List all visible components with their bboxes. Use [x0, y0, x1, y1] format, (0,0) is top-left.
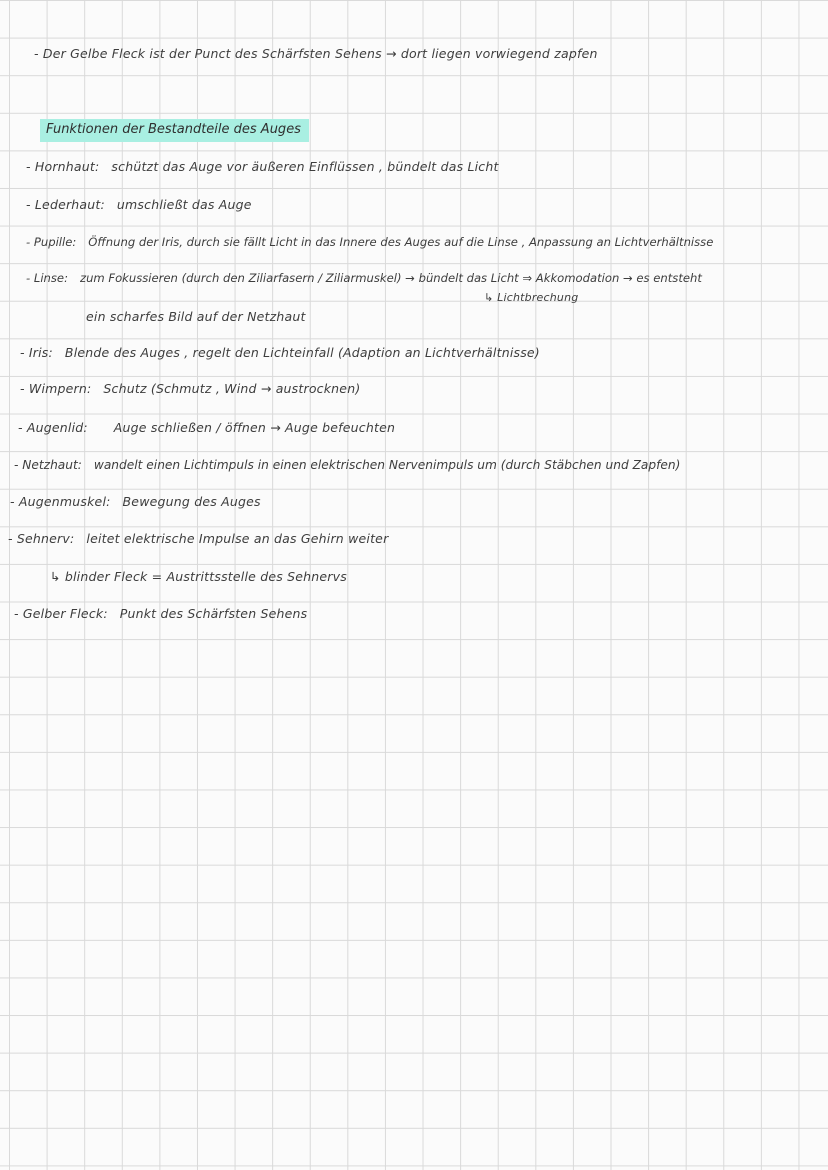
term-hornhaut: - Hornhaut: — [26, 159, 100, 174]
text-netzhaut: wandelt einen Lichtimpuls in einen elektrischen Nervenimpuls um (durch Stäbchen und Zapfen) — [93, 458, 681, 472]
note-iris — [20, 345, 540, 361]
note-netzhaut — [14, 457, 680, 473]
text-pupille: Öffnung der Iris, durch sie fällt Licht in das Innere des Auges auf die Linse , Anpassung an Lichtverhältnisse — [88, 235, 714, 249]
note-linse-sub: ↳ Lichtbrechung — [484, 291, 579, 304]
term-gelber-fleck: - Gelber Fleck: — [14, 606, 108, 621]
term-lederhaut: - Lederhaut: — [26, 197, 105, 212]
note-augenlid — [18, 420, 395, 436]
text-wimpern: Schutz (Schmutz , Wind → austrocknen) — [103, 381, 361, 396]
note-top-yellow-spot: - Der Gelbe Fleck ist der Punct des Schärfsten Sehens → dort liegen vorwiegend zapfen — [34, 46, 598, 61]
text-augenlid: Auge schließen / öffnen → Auge befeuchten — [113, 420, 396, 435]
term-sehnerv: - Sehnerv: — [8, 531, 75, 546]
note-gelber-fleck — [14, 606, 307, 622]
text-iris: Blende des Auges , regelt den Lichteinfall (Adaption an Lichtverhältnisse) — [64, 345, 540, 360]
note-hornhaut — [26, 159, 499, 175]
note-linse-cont: ein scharfes Bild auf der Netzhaut — [86, 309, 306, 324]
note-augenmuskel — [10, 494, 261, 510]
note-pupille — [26, 234, 713, 250]
term-wimpern: - Wimpern: — [20, 381, 92, 396]
text-gelber-fleck: Punkt des Schärfsten Sehens — [119, 606, 308, 621]
section-heading: Funktionen der Bestandteile des Auges — [40, 119, 309, 142]
term-linse: - Linse: — [26, 271, 68, 285]
text-sehnerv: leitet elektrische Impulse an das Gehirn weiter — [86, 531, 389, 546]
note-sehnerv-sub: ↳ blinder Fleck = Austrittsstelle des Sehnervs — [50, 569, 347, 584]
term-pupille: - Pupille: — [26, 235, 77, 249]
note-wimpern — [20, 381, 360, 397]
note-sehnerv — [8, 531, 388, 547]
note-lederhaut — [26, 197, 252, 213]
term-iris: - Iris: — [20, 345, 53, 360]
text-augenmuskel: Bewegung des Auges — [122, 494, 261, 509]
term-augenmuskel: - Augenmuskel: — [10, 494, 111, 509]
text-hornhaut: schützt das Auge vor äußeren Einflüssen , bündelt das Licht — [111, 159, 499, 174]
term-netzhaut: - Netzhaut: — [14, 458, 82, 472]
text-linse: zum Fokussieren (durch den Ziliarfasern / Ziliarmuskel) → bündelt das Licht ⇒ Akkomodation → es entsteht — [79, 271, 702, 285]
text-lederhaut: umschließt das Auge — [116, 197, 252, 212]
term-augenlid: - Augenlid: — [18, 420, 88, 435]
note-linse — [26, 270, 702, 286]
